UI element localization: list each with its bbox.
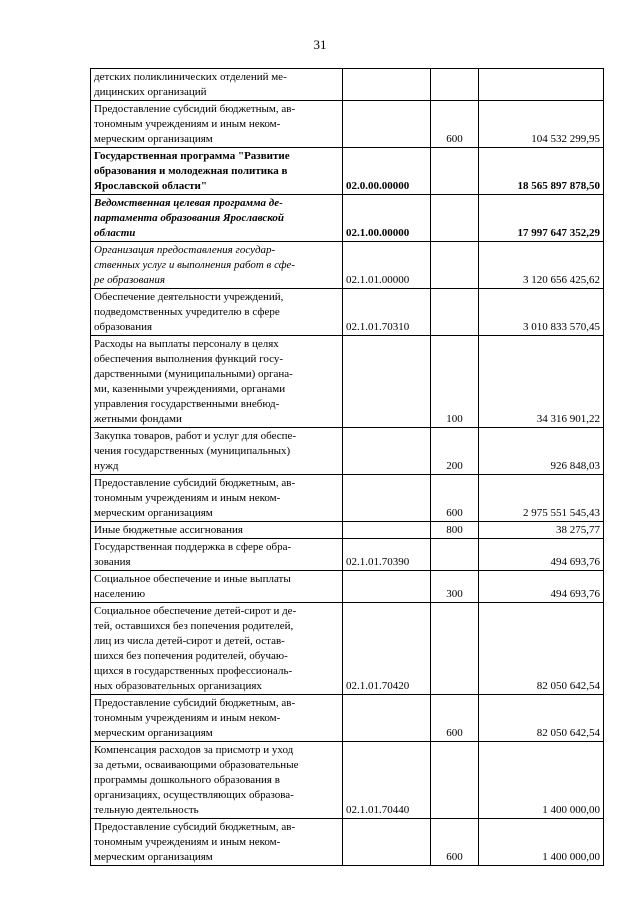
row-name-cell: Государственная поддержка в сфере обра- зования [91,539,343,571]
row-name-cell: Предоставление субсидий бюджетным, ав- тономным учреждениям и иным неком- мерческим организациям [91,819,343,866]
row-expense-type-cell: 600 [431,101,479,148]
row-code-cell [343,428,431,475]
row-name-cell: Иные бюджетные ассигнования [91,522,343,539]
row-name-cell: Компенсация расходов за присмотр и уход за детьми, осваивающими образовательные программы дошкольного образования в организациях, осуществляющих образова- тельную деятельность [91,742,343,819]
table-row [91,289,604,336]
table-row [91,522,604,539]
table-row [91,695,604,742]
row-expense-type-cell [431,69,479,101]
row-amount-cell: 1 400 000,00 [479,742,604,819]
row-expense-type-cell [431,148,479,195]
table-row [91,571,604,603]
row-code-cell: 02.1.00.00000 [343,195,431,242]
row-expense-type-cell: 800 [431,522,479,539]
row-code-cell [343,101,431,148]
row-expense-type-cell [431,289,479,336]
row-amount-cell [479,69,604,101]
row-amount-cell: 3 120 656 425,62 [479,242,604,289]
table-row [91,475,604,522]
row-amount-cell: 2 975 551 545,43 [479,475,604,522]
row-name-cell: Ведомственная целевая программа де- партамента образования Ярославской области [91,195,343,242]
row-expense-type-cell: 600 [431,819,479,866]
page-number: 31 [313,37,327,52]
row-amount-cell: 34 316 901,22 [479,336,604,428]
table-row [91,539,604,571]
row-name-cell: Социальное обеспечение детей-сирот и де- тей, оставшихся без попечения родителей, лиц из числа детей-сирот и детей, остав- шихся без попечения родителей, обучаю- щихся в государственных профессиональ- ных образовательных организациях [91,603,343,695]
row-name-cell: Предоставление субсидий бюджетным, ав- тономным учреждениям и иным неком- мерческим организациям [91,695,343,742]
row-name-cell: Закупка товаров, работ и услуг для обеспе- чения государственных (муниципальных) нужд [91,428,343,475]
row-expense-type-cell: 300 [431,571,479,603]
row-code-cell [343,695,431,742]
row-amount-cell: 17 997 647 352,29 [479,195,604,242]
row-code-cell: 02.1.01.70310 [343,289,431,336]
row-code-cell: 02.0.00.00000 [343,148,431,195]
table-row [91,428,604,475]
row-name-cell: Предоставление субсидий бюджетным, ав- тономным учреждениям и иным неком- мерческим организациям [91,475,343,522]
row-name-cell: Предоставление субсидий бюджетным, ав- тономным учреждениям и иным неком- мерческим организациям [91,101,343,148]
row-code-cell [343,69,431,101]
table-row [91,819,604,866]
row-amount-cell: 82 050 642,54 [479,603,604,695]
row-expense-type-cell [431,242,479,289]
table-row [91,101,604,148]
row-expense-type-cell: 200 [431,428,479,475]
row-expense-type-cell [431,603,479,695]
row-amount-cell: 3 010 833 570,45 [479,289,604,336]
row-expense-type-cell: 600 [431,695,479,742]
row-amount-cell: 1 400 000,00 [479,819,604,866]
row-name-cell: детских поликлинических отделений ме- дицинских организаций [91,69,343,101]
row-code-cell: 02.1.01.70440 [343,742,431,819]
table-row [91,336,604,428]
table-row [91,603,604,695]
table-row [91,742,604,819]
row-amount-cell: 104 532 299,95 [479,101,604,148]
row-expense-type-cell: 600 [431,475,479,522]
row-code-cell [343,819,431,866]
row-name-cell: Обеспечение деятельности учреждений, подведомственных учредителю в сфере образования [91,289,343,336]
row-code-cell [343,522,431,539]
row-amount-cell: 494 693,76 [479,539,604,571]
row-name-cell: Социальное обеспечение и иные выплаты населению [91,571,343,603]
table-row [91,69,604,101]
row-amount-cell: 494 693,76 [479,571,604,603]
table-row [91,148,604,195]
row-code-cell [343,571,431,603]
row-expense-type-cell [431,539,479,571]
row-amount-cell: 18 565 897 878,50 [479,148,604,195]
row-code-cell: 02.1.01.70420 [343,603,431,695]
row-name-cell: Организация предоставления государ- ственных услуг и выполнения работ в сфе- ре образования [91,242,343,289]
row-code-cell [343,336,431,428]
row-code-cell [343,475,431,522]
row-expense-type-cell: 100 [431,336,479,428]
row-expense-type-cell [431,742,479,819]
row-name-cell: Государственная программа "Развитие образования и молодежная политика в Ярославской области" [91,148,343,195]
table-row [91,195,604,242]
row-amount-cell: 38 275,77 [479,522,604,539]
row-amount-cell: 82 050 642,54 [479,695,604,742]
row-amount-cell: 926 848,03 [479,428,604,475]
row-code-cell: 02.1.01.70390 [343,539,431,571]
row-code-cell: 02.1.01.00000 [343,242,431,289]
table-row [91,242,604,289]
budget-table-body [91,69,604,866]
row-name-cell: Расходы на выплаты персоналу в целях обеспечения выполнения функций госу- дарственными (муниципальными) органа- ми, казенными учреждениями, органами управления государственными внебюд- жетными фондами [91,336,343,428]
budget-table [90,68,604,866]
row-expense-type-cell [431,195,479,242]
